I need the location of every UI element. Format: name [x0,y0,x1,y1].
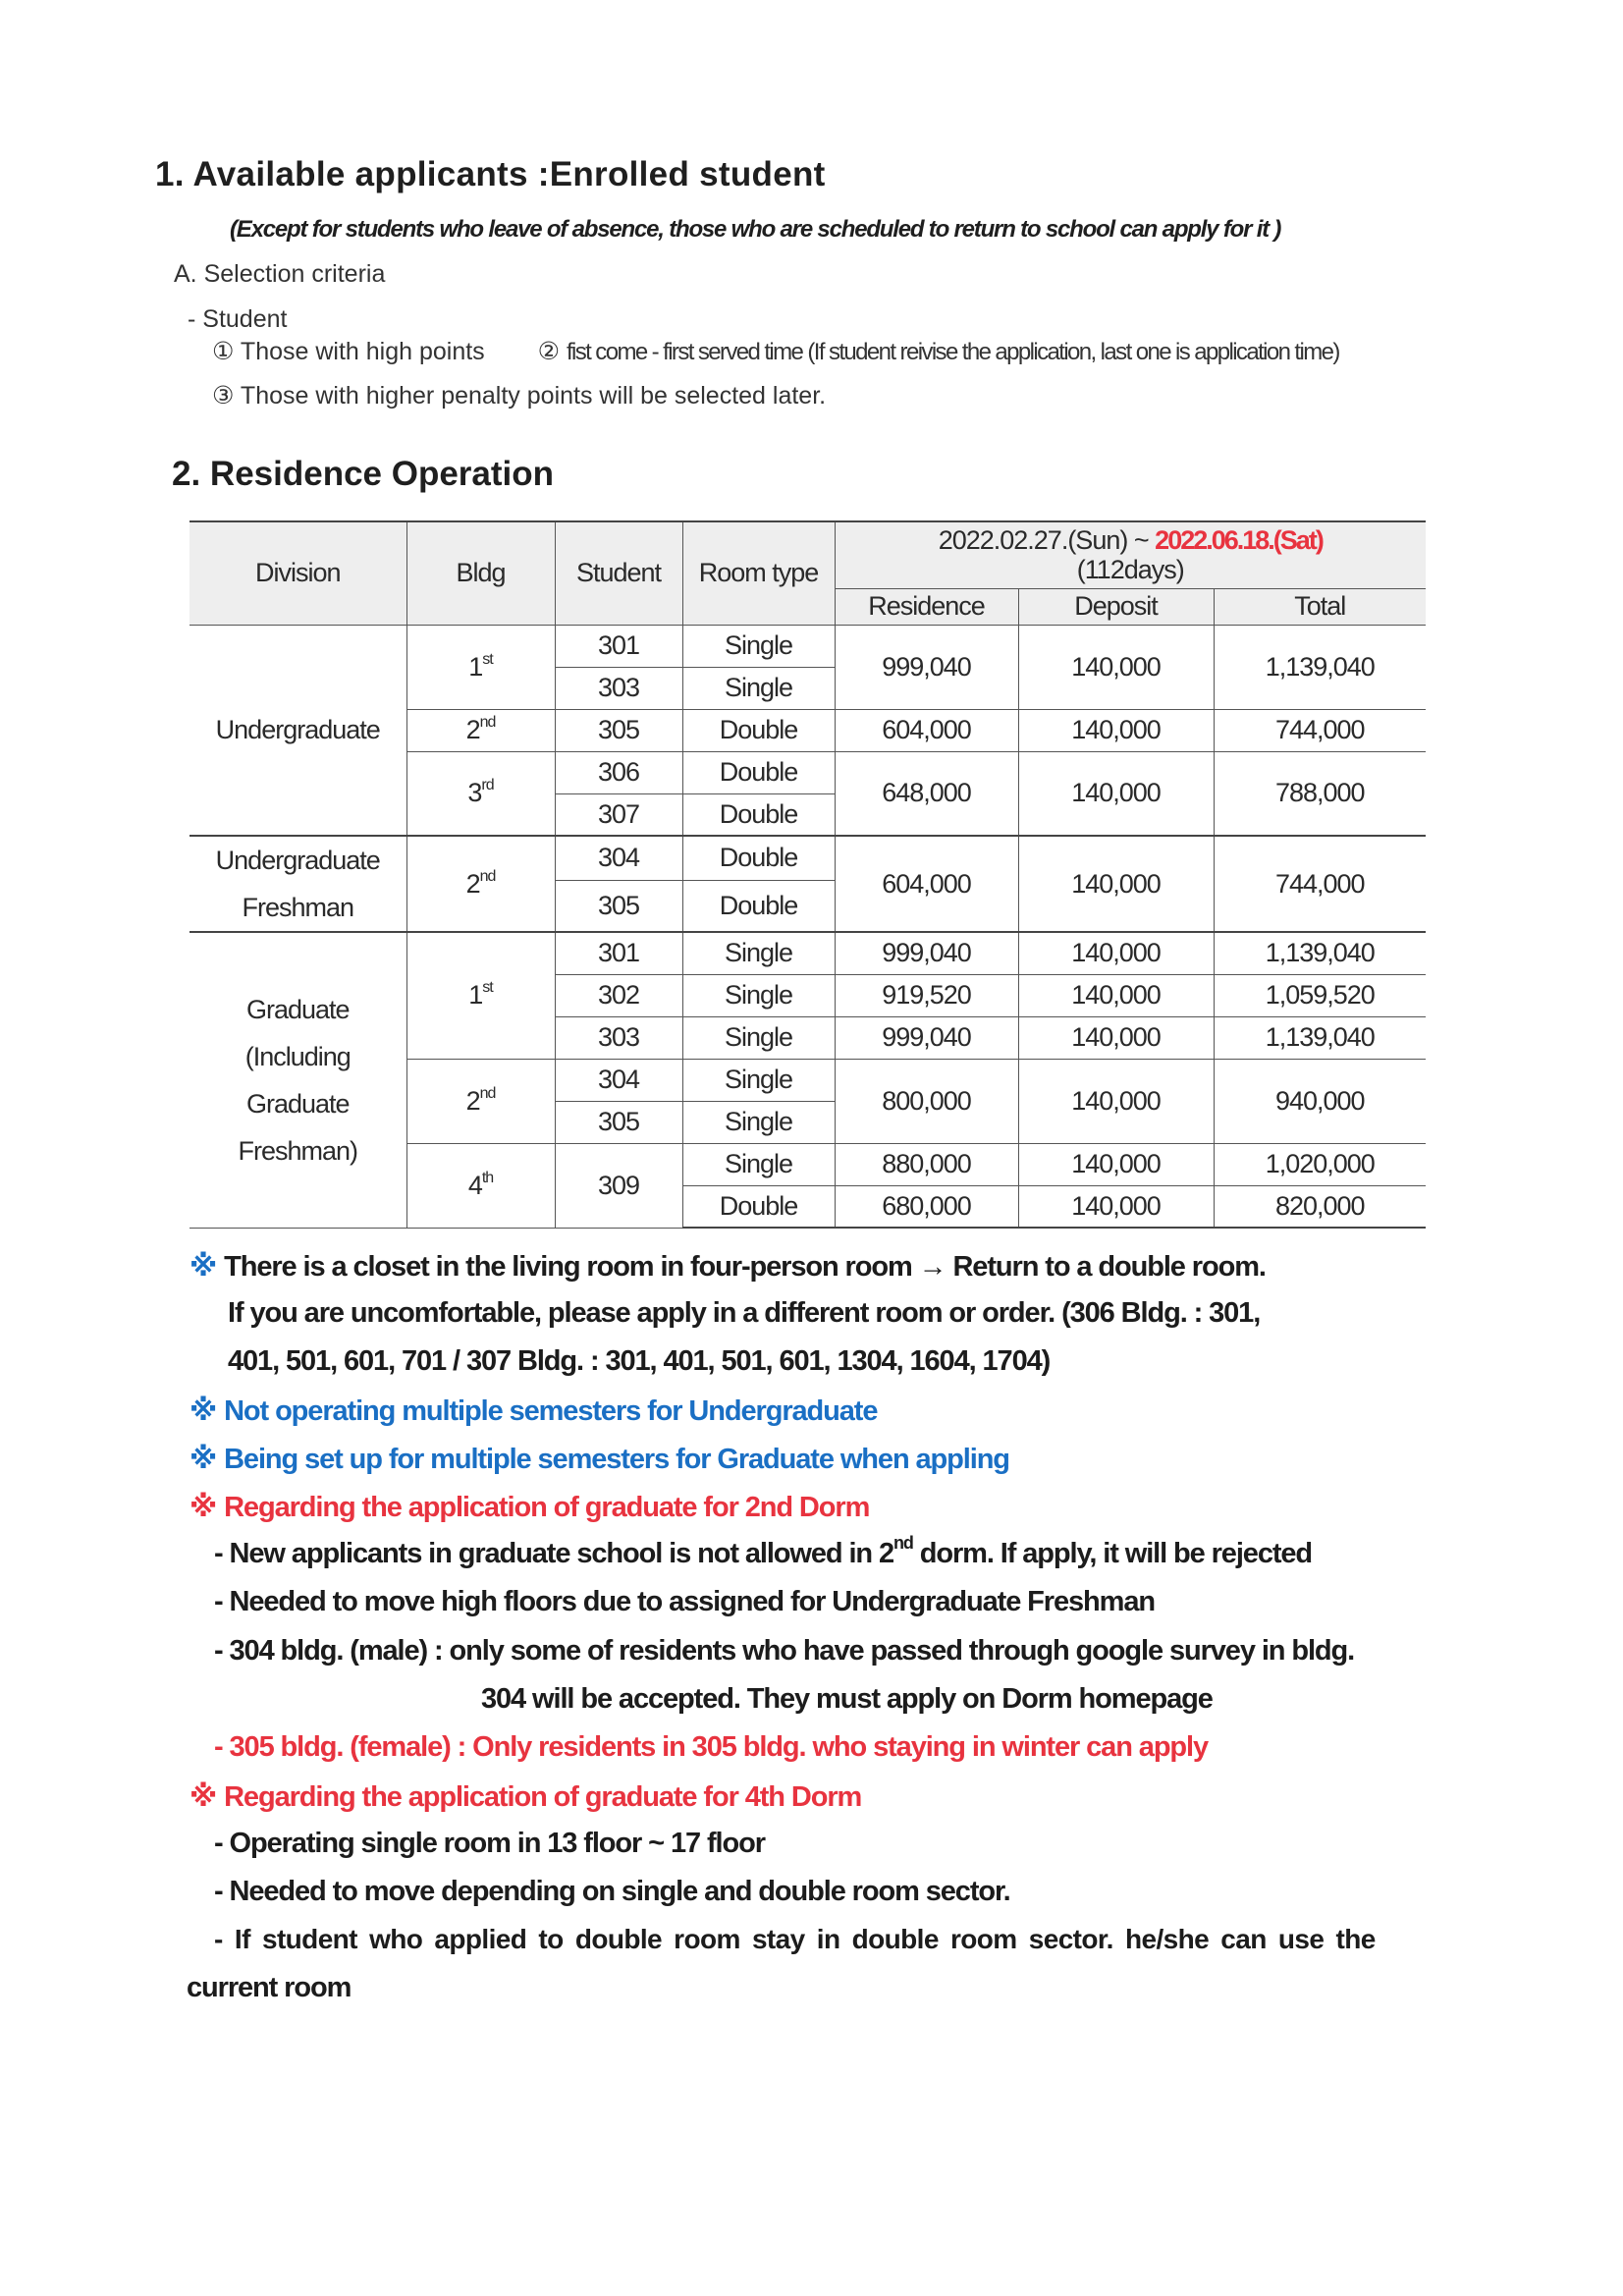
student-cell: 303 [555,667,682,709]
student-label: - Student [188,305,288,333]
room-type-cell: Single [682,1101,835,1143]
note-dorm2-item-4: - 305 bldg. (female) : Only residents in 305 bldg. who staying in winter can apply [214,1731,1209,1763]
bldg-cell: 2nd [406,836,555,932]
note-dorm2-title: ※ Regarding the application of graduate for 2nd Dorm [189,1492,870,1523]
student-cell: 303 [555,1016,682,1059]
division-cell: Graduate (Including Graduate Freshman) [189,932,406,1228]
section-1-title: 1. Available applicants :Enrolled student [155,155,826,193]
note-dorm4-item-3-line-2: current room [187,1972,352,2003]
student-cell: 304 [555,1059,682,1101]
total-cell: 1,139,040 [1214,932,1426,974]
header-division: Division [189,521,406,625]
header-bldg: Bldg [406,521,555,625]
residence-cell: 680,000 [835,1185,1018,1228]
bldg-cell: 3rd [406,751,555,836]
note-dorm4-item-1: - Operating single room in 13 floor ~ 17 floor [214,1828,765,1859]
residence-cell: 999,040 [835,1016,1018,1059]
circled-number-3-icon: ③ [212,382,235,410]
deposit-cell: 140,000 [1018,974,1214,1016]
deposit-cell: 140,000 [1018,932,1214,974]
student-cell: 302 [555,974,682,1016]
residence-cell: 800,000 [835,1059,1018,1143]
note-dorm4-item-2: - Needed to move depending on single and double room sector. [214,1876,1010,1907]
header-total: Total [1214,588,1426,625]
student-cell: 301 [555,625,682,667]
criteria-item-1: Those with high points [240,338,485,365]
criteria-item-2: fist come - first served time (If student reivise the application, last one is application time) [566,339,1339,365]
header-deposit: Deposit [1018,588,1214,625]
bldg-cell: 2nd [406,709,555,751]
deposit-cell: 140,000 [1018,709,1214,751]
note-being-set-up: ※ Being set up for multiple semesters for Graduate when appling [189,1444,1009,1475]
room-type-cell: Single [682,1016,835,1059]
period-separator: ~ [1133,525,1149,556]
selection-criteria-title: A. Selection criteria [174,260,386,288]
deposit-cell: 140,000 [1018,1185,1214,1228]
room-type-cell: Single [682,932,835,974]
total-cell: 744,000 [1214,836,1426,932]
student-cell: 306 [555,751,682,793]
period-days: (112days) [1076,555,1184,585]
residence-cell: 604,000 [835,709,1018,751]
room-type-cell: Single [682,974,835,1016]
bldg-cell: 2nd [406,1059,555,1143]
deposit-cell: 140,000 [1018,836,1214,932]
header-room-type: Room type [682,521,835,625]
division-cell: Undergraduate [189,625,406,836]
note-closet-line-3: 401, 501, 601, 701 / 307 Bldg. : 301, 401, 501, 601, 1304, 1604, 1704) [228,1345,1051,1377]
total-cell: 940,000 [1214,1059,1426,1143]
student-cell: 304 [555,836,682,880]
reference-mark-icon: ※ [189,1444,217,1475]
room-type-cell: Single [682,1143,835,1185]
deposit-cell: 140,000 [1018,1143,1214,1185]
note-dorm2-item-3-line-2: 304 will be accepted. They must apply on Dorm homepage [481,1683,1213,1715]
room-type-cell: Double [682,880,835,932]
residence-operation-table [189,520,1426,1229]
total-cell: 744,000 [1214,709,1426,751]
table-row [189,932,1426,974]
header-residence: Residence [835,588,1018,625]
criteria-line-3 [212,381,826,410]
note-not-operating: ※ Not operating multiple semesters for Undergraduate [189,1395,878,1427]
circled-number-2-icon: ② [537,338,561,365]
room-type-cell: Double [682,836,835,880]
note-dorm2-item-1: - New applicants in graduate school is not allowed in 2nd dorm. If apply, it will be rejected [214,1533,1313,1569]
room-type-cell: Single [682,625,835,667]
deposit-cell: 140,000 [1018,751,1214,836]
criteria-line-1-2 [212,337,1339,366]
period-end: 2022.06.18.(Sat) [1155,525,1323,556]
table-row [189,836,1426,880]
total-cell: 1,059,520 [1214,974,1426,1016]
criteria-item-3: Those with higher penalty points will be selected later. [240,382,827,410]
room-type-cell: Single [682,667,835,709]
student-cell: 305 [555,1101,682,1143]
student-cell: 301 [555,932,682,974]
residence-cell: 604,000 [835,836,1018,932]
residence-cell: 880,000 [835,1143,1018,1185]
residence-cell: 999,040 [835,625,1018,709]
section-1-subtitle: (Except for students who leave of absence, those who are scheduled to return to school can apply for it ) [230,216,1281,243]
room-type-cell: Double [682,751,835,793]
room-type-cell: Double [682,1185,835,1228]
total-cell: 1,139,040 [1214,625,1426,709]
note-closet-line-1: ※ There is a closet in the living room in four-person room → Return to a double room. [189,1251,1266,1283]
note-dorm4-title: ※ Regarding the application of graduate for 4th Dorm [189,1781,862,1813]
bldg-cell: 4th [406,1143,555,1228]
period-start: 2022.02.27.(Sun) [938,525,1128,556]
bldg-cell: 1st [406,932,555,1059]
student-cell: 305 [555,709,682,751]
residence-cell: 999,040 [835,932,1018,974]
note-closet-line-2: If you are uncomfortable, please apply in a different room or order. (306 Bldg. : 301, [228,1297,1261,1329]
residence-cell: 919,520 [835,974,1018,1016]
header-student: Student [555,521,682,625]
total-cell: 788,000 [1214,751,1426,836]
bldg-cell: 1st [406,625,555,709]
room-type-cell: Double [682,709,835,751]
note-dorm2-item-3-line-1: - 304 bldg. (male) : only some of residents who have passed through google survey in bldg. [214,1635,1355,1667]
note-dorm4-item-3-line-1: - If student who applied to double room stay in double room sector. he/she can use the [214,1924,1376,1954]
total-cell: 820,000 [1214,1185,1426,1228]
total-cell: 1,139,040 [1214,1016,1426,1059]
deposit-cell: 140,000 [1018,625,1214,709]
room-type-cell: Single [682,1059,835,1101]
room-type-cell: Double [682,793,835,836]
reference-mark-icon: ※ [189,1251,217,1283]
student-cell: 307 [555,793,682,836]
total-cell: 1,020,000 [1214,1143,1426,1185]
circled-number-1-icon: ① [212,338,235,365]
header-period [835,521,1426,588]
division-cell: Undergraduate Freshman [189,836,406,932]
table-row [189,625,1426,667]
reference-mark-icon: ※ [189,1492,217,1523]
deposit-cell: 140,000 [1018,1059,1214,1143]
reference-mark-icon: ※ [189,1781,217,1813]
residence-cell: 648,000 [835,751,1018,836]
note-dorm2-item-2: - Needed to move high floors due to assigned for Undergraduate Freshman [214,1586,1155,1617]
student-cell: 305 [555,880,682,932]
student-cell: 309 [555,1143,682,1228]
reference-mark-icon: ※ [189,1395,217,1427]
section-2-title: 2. Residence Operation [172,455,555,493]
deposit-cell: 140,000 [1018,1016,1214,1059]
